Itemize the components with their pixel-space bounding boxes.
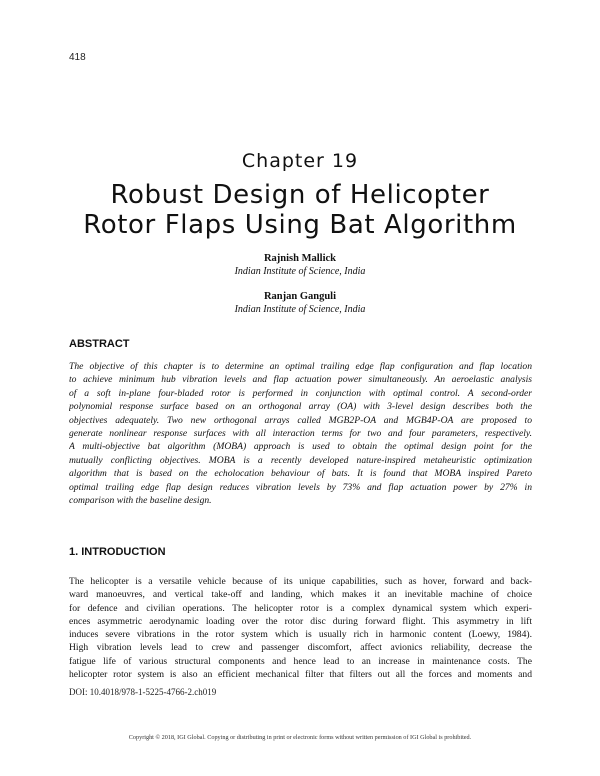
- introduction-line: induces severe vibrations in the rotor system which is usually rich in harmonic content (Loewy, 1984).: [69, 629, 532, 641]
- introduction-line: High vibration levels lead to crew and passenger discomfort, affect avionics reliability, decrease the: [69, 642, 532, 654]
- chapter-title-line: Rotor Flaps Using Bat Algorithm: [83, 210, 517, 240]
- abstract-line: mutually conflicting objectives. MOBA is a recently developed nature-inspired metaheuristic optimization: [69, 454, 532, 466]
- page-number: 418: [69, 52, 86, 63]
- introduction-heading: 1. INTRODUCTION: [69, 546, 166, 558]
- chapter-label: Chapter 19: [241, 150, 359, 172]
- introduction-line: for defence and civilian operations. The helicopter rotor is a complex dynamical system which experi-: [69, 602, 532, 614]
- author-name: Ranjan Ganguli: [263, 291, 337, 302]
- author-block: [0, 290, 600, 316]
- introduction-line: ward manoeuvres, and vertical take-off and landing, which makes it an inevitable machine of choice: [69, 589, 532, 601]
- abstract-line: generate nonlinear response surfaces with all interaction terms for two and four parameters, respectively.: [69, 428, 532, 440]
- copyright-notice: Copyright © 2018, IGI Global. Copying or distributing in print or electronic forms without written permission of IGI Global is prohibited.: [128, 734, 472, 741]
- abstract-body: [69, 360, 532, 507]
- introduction-line: The helicopter is a versatile vehicle because of its unique capabilities, such as hover, forward and back-: [69, 576, 532, 587]
- introduction-line: helicopter rotor system is also an efficient mechanical filter that filters out all the forces and moments and: [69, 669, 532, 681]
- author-block: [0, 252, 600, 278]
- abstract-line: The objective of this chapter is to determine an optimal trailing edge flap configuration and flap location: [69, 361, 532, 372]
- abstract-line: polynomial response surface based on an orthogonal array (OA) with 3-level design describes both the: [69, 401, 532, 413]
- abstract-line: optimal trailing edge flap design reduces vibration levels by 73% and flap actuation power by 27% in: [69, 481, 532, 493]
- abstract-heading: ABSTRACT: [69, 338, 130, 350]
- abstract-line: algorithm that is based on the echolocation behaviour of bats. It is found that MOBA inspired Pareto: [69, 468, 532, 480]
- author-affiliation: Indian Institute of Science, India: [234, 266, 366, 277]
- author-affiliation: Indian Institute of Science, India: [234, 304, 366, 315]
- abstract-line: objectives adequately. Two new orthogonal arrays called MGB2P-OA and MGB4P-OA are proposed to: [69, 414, 532, 426]
- introduction-line: ences asymmetric aerodynamic loading over the rotor disc during forward flight. This asymmetry in lift: [69, 615, 532, 627]
- doi: DOI: 10.4018/978-1-5225-4766-2.ch019: [69, 687, 217, 697]
- abstract-line: A multi-objective bat algorithm (MOBA) approach is used to obtain the optimal design point for the: [69, 441, 532, 453]
- chapter-title-line: Robust Design of Helicopter: [110, 180, 490, 210]
- abstract-line: to achieve minimum hub vibration levels and flap actuation power simultaneously. An aeroelastic analysis: [69, 374, 532, 386]
- introduction-line: fatigue life of various structural components and hence lead to an increase in maintenance costs. The: [69, 655, 532, 667]
- abstract-line: of a soft in-plane four-bladed rotor is performed in conjunction with optimal control. A second-order: [69, 387, 532, 399]
- abstract-line: comparison with the baseline design.: [69, 495, 212, 507]
- introduction-body: [69, 575, 532, 681]
- author-name: Rajnish Mallick: [263, 253, 337, 264]
- chapter-title: [40, 180, 560, 240]
